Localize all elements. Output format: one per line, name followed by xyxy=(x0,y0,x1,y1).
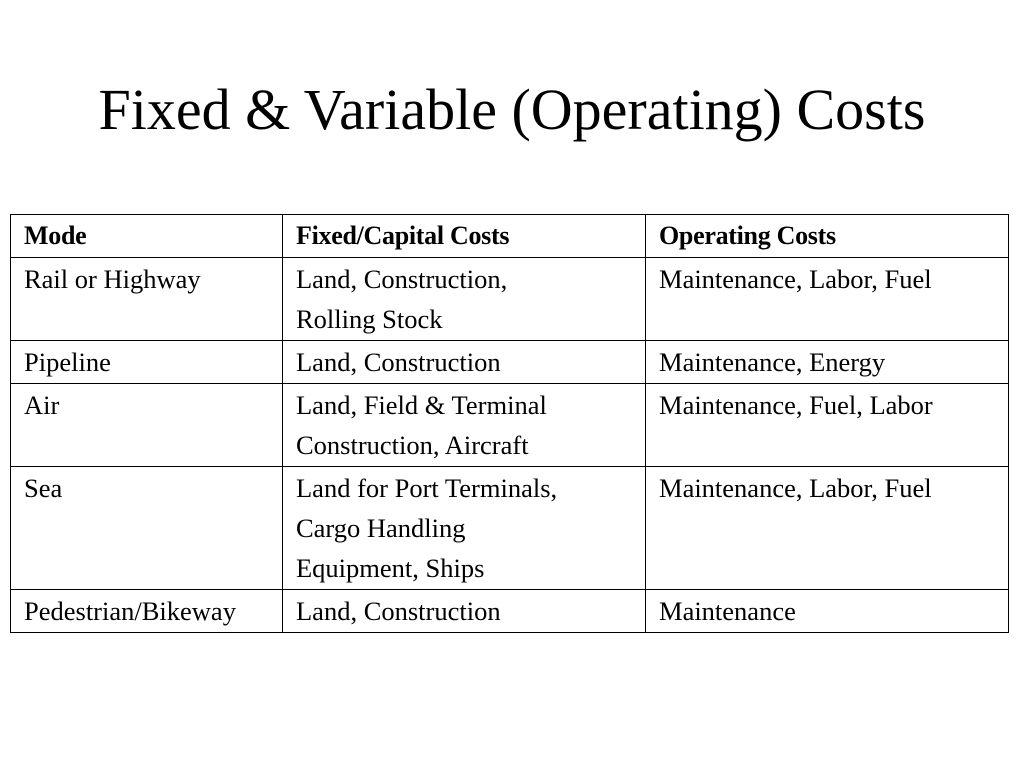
fixed-costs-line: Equipment, Ships xyxy=(296,553,485,583)
mode-cell: Sea xyxy=(11,467,283,590)
operating-costs-cell: Maintenance, Fuel, Labor xyxy=(646,384,1009,467)
cost-table xyxy=(10,214,1009,633)
table-row xyxy=(11,590,1009,633)
fixed-costs-line: Rolling Stock xyxy=(296,304,443,334)
fixed-costs-cell xyxy=(283,258,646,341)
mode-cell: Pipeline xyxy=(11,341,283,384)
table-row xyxy=(11,467,1009,590)
fixed-costs-line: Land, Construction xyxy=(296,347,501,377)
fixed-costs-line: Land, Construction, xyxy=(296,264,508,294)
fixed-costs-line: Land for Port Terminals, xyxy=(296,473,558,503)
header-fixed-capital-costs: Fixed/Capital Costs xyxy=(283,215,646,258)
header-operating-costs: Operating Costs xyxy=(646,215,1009,258)
mode-cell: Air xyxy=(11,384,283,467)
slide-title: Fixed & Variable (Operating) Costs xyxy=(98,77,926,142)
table-row xyxy=(11,384,1009,467)
fixed-costs-line: Land, Construction xyxy=(296,596,501,626)
operating-costs-cell: Maintenance, Labor, Fuel xyxy=(646,467,1009,590)
header-mode: Mode xyxy=(11,215,283,258)
operating-costs-cell: Maintenance, Energy xyxy=(646,341,1009,384)
fixed-costs-cell xyxy=(283,341,646,384)
fixed-costs-cell xyxy=(283,467,646,590)
table-header-row xyxy=(11,215,1009,258)
fixed-costs-line: Construction, Aircraft xyxy=(296,430,529,460)
fixed-costs-line: Land, Field & Terminal xyxy=(296,390,547,420)
operating-costs-cell: Maintenance xyxy=(646,590,1009,633)
operating-costs-cell: Maintenance, Labor, Fuel xyxy=(646,258,1009,341)
table-row xyxy=(11,341,1009,384)
mode-cell: Rail or Highway xyxy=(11,258,283,341)
fixed-costs-cell xyxy=(283,590,646,633)
fixed-costs-cell xyxy=(283,384,646,467)
fixed-costs-line: Cargo Handling xyxy=(296,513,466,543)
mode-cell: Pedestrian/Bikeway xyxy=(11,590,283,633)
table-row xyxy=(11,258,1009,341)
